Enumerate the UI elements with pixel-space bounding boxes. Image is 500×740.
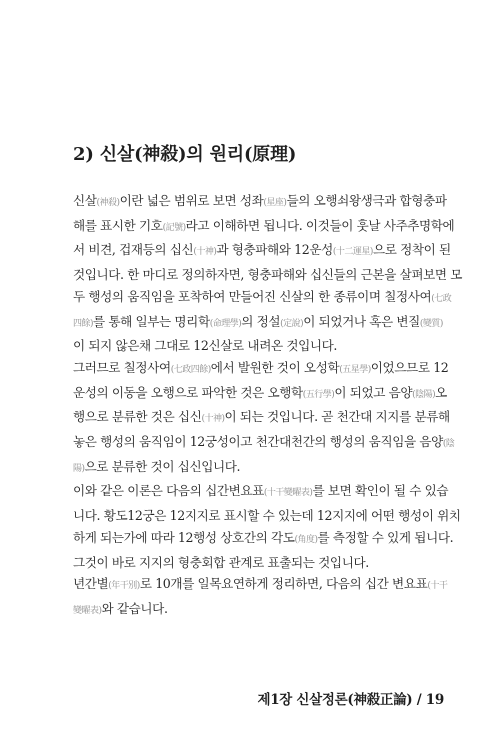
section-heading: 2) 신살(神殺)의 원리(原理) [73,144,297,165]
hanja-annotation: (變質) [419,318,443,329]
text-segment: 이와 같은 이론은 다음의 십간변요표 [73,483,264,499]
text-line [73,505,461,527]
hanja-annotation: (十干變曜表) [263,488,313,499]
hanja-annotation: (神殺) [96,198,120,208]
body-text [73,190,462,623]
hanja-annotation: (五星學) [339,364,371,375]
text-segment: 두 행성의 움직임을 포착하여 만들어진 신살의 한 종류이며 칠정사여 [73,288,432,304]
text-line [73,552,445,574]
text-segment: 것입니다. 한 마디로 정의하자면, 형충파해와 십신들의 근본을 살펴보면 모 [73,267,462,283]
text-segment: 으로 정착이 된 [372,242,451,258]
text-line [73,264,462,286]
text-line [73,480,449,505]
text-line [73,215,455,240]
text-segment: 행으로 분류한 것은 십신 [73,409,202,425]
text-segment: 니다. 황도12궁은 12지지로 표시할 수 있는데 12지지에 어떤 행성이 위치 [73,508,461,524]
text-segment: 이 되었거나 혹은 변질 [303,313,420,329]
text-segment: 이란 넓은 범위로 보면 성좌 [119,193,264,208]
text-segment: 이 되었고 음양 [334,384,413,400]
text-segment: 놓은 행성의 움직임이 12궁성이고 천간대천간의 행성의 움직임을 음양 [73,434,443,450]
page-footer-running-title: 제1장 신살정론(神殺正論) / 19 [257,692,444,708]
text-segment: 에서 발원한 것이 오성학 [210,359,340,375]
text-segment: 신살 [73,193,97,208]
text-line [73,190,445,215]
text-line [73,431,455,456]
hanja-annotation: (七政 [431,293,452,304]
text-segment: 를 보면 확인이 될 수 있습 [312,483,449,499]
text-segment: 으로 분류한 것이 십신입니다. [84,458,241,474]
text-segment: 과 형충파해와 12운성 [216,242,333,258]
hanja-annotation: (定說) [280,318,304,329]
text-segment: 서 비견, 겁재등의 십신 [73,242,194,258]
text-line [73,335,445,357]
hanja-annotation: (角度) [294,534,318,545]
hanja-annotation: (七政四餘) [170,364,211,375]
text-segment: 의 정설 [241,313,281,329]
text-line [73,357,449,382]
hanja-annotation: (陰 [442,439,455,450]
text-segment: 를 측정할 수 있게 됩니다. [317,529,454,545]
text-segment: 오 [435,384,447,400]
text-line [73,382,445,407]
hanja-annotation: (命理學) [209,318,242,329]
hanja-annotation: (十神) [201,414,225,425]
hanja-annotation: (星座) [263,198,287,208]
hanja-annotation: 陽) [73,463,85,474]
hanja-annotation: (年干別) [108,581,140,592]
text-line [73,598,445,623]
text-line [73,406,450,431]
hanja-annotation: (五行學) [302,389,335,400]
text-segment: 이 되는 것입니다. 곧 천간대 지지를 분류해 [224,409,450,425]
hanja-annotation: 變曜表) [73,605,102,616]
text-segment: 운성의 이동을 오행으로 파악한 것은 오행학 [73,384,303,400]
hanja-annotation: 四餘) [73,318,94,329]
hanja-annotation: (記號) [162,222,186,233]
text-segment: 년간별 [73,576,109,592]
text-segment: 이었으므로 12 [370,359,449,375]
text-segment: 그러므로 칠정사여 [73,359,171,375]
text-segment: 들의 오행쇠왕생극과 합형충파 [286,193,447,208]
text-line [73,239,451,264]
text-segment: 와 같습니다. [101,600,168,616]
hanja-annotation: (十二運星) [332,247,373,258]
hanja-annotation: (陰陽) [412,389,436,400]
text-segment: 그것이 바로 지지의 형충회합 관계로 표출되는 것입니다. [73,554,369,570]
text-segment: 로 10개를 일목요연하게 정리하면, 다음의 십간 변요표 [139,576,428,592]
text-line [73,311,445,336]
hanja-annotation: (十神) [193,247,217,258]
text-line [73,527,454,552]
text-segment: 이 되지 않은채 그대로 12신살로 내려온 것입니다. [73,338,337,354]
text-segment: 라고 이해하면 됩니다. 이것들이 훗날 사주추명학에 [185,217,455,233]
text-segment: 하게 되는가에 따라 12행성 상호간의 각도 [73,529,295,545]
text-line [73,573,448,598]
text-line [73,286,452,311]
text-segment: 를 통해 일부는 명리학 [93,313,210,329]
text-segment: 해를 표시한 기호 [73,217,163,233]
text-line [73,456,445,481]
hanja-annotation: (十干 [427,581,448,592]
